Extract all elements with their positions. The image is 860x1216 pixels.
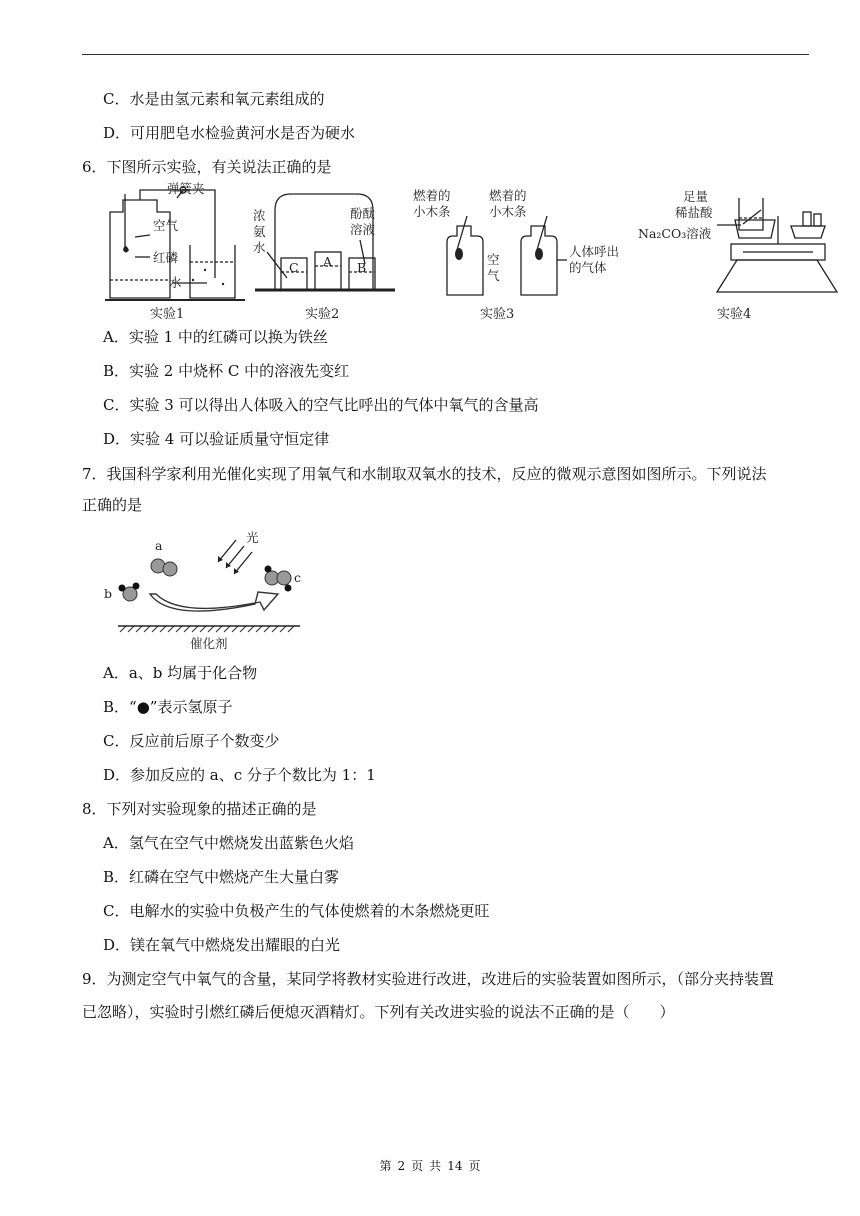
- exp2-beaker-c-label: C: [289, 260, 299, 275]
- header-rule: [82, 54, 809, 55]
- q9-stem-line2: 已忽略），实验时引燃红磷后便熄灭酒精灯。下列有关改进实验的说法不正确的是（ ）: [82, 1003, 675, 1021]
- exp2-beaker-a-label: A: [323, 254, 333, 269]
- footer-word-4: 页: [468, 1159, 481, 1173]
- exp1-air-label: 空气: [153, 218, 179, 233]
- exp3-stick1-1: 燃着的: [413, 188, 451, 203]
- exp1-beaker: [190, 245, 235, 298]
- exp3-jar-air: [447, 226, 483, 295]
- q7-figure: [100, 522, 310, 652]
- label-a: a: [155, 538, 163, 553]
- q7-option-a: A．a、b 均属于化合物: [103, 664, 258, 682]
- exp4-na2co3-label: Na₂CO₃溶液: [638, 226, 712, 241]
- exp3-stick2-1: 燃着的: [489, 188, 527, 203]
- q8-option-d: D．镁在氧气中燃烧发出耀眼的白光: [103, 936, 341, 954]
- label-b: b: [104, 586, 113, 601]
- exp1-red-p-label: 红磷: [153, 250, 179, 265]
- exp1-caption: 实验1: [150, 307, 185, 322]
- exp4-caption: 实验4: [717, 307, 752, 322]
- exp1-spring-clip-label: 弹簧夹: [167, 181, 205, 196]
- light-label: 光: [246, 530, 259, 545]
- q9-stem-line1: 9．为测定空气中氧气的含量，某同学将教材实验进行改进，改进后的实验装置如图所示，（部分夹持装置: [82, 970, 775, 988]
- q6-option-d: D．实验 4 可以验证质量守恒定律: [103, 430, 330, 448]
- exp3-air-1: 空: [487, 252, 500, 267]
- q6-figure: [95, 180, 845, 325]
- exp2-phenol-2: 溶液: [350, 222, 376, 237]
- exp3-exhaled-2: 的气体: [569, 260, 607, 275]
- q7-stem-line2: 正确的是: [82, 496, 143, 514]
- page-footer: [0, 1157, 860, 1174]
- exp3-jar-exhaled: [521, 226, 557, 295]
- exp3-caption: 实验3: [480, 307, 515, 322]
- q7-option-b: B．“●”表示氢原子: [103, 698, 233, 716]
- q7-stem-line1: 7．我国科学家利用光催化实现了用氧气和水制取双氧水的技术，反应的微观示意图如图所示。下列说法: [82, 465, 767, 483]
- footer-word-3: 共: [429, 1159, 442, 1173]
- q5-option-c: C．水是由氢元素和氧元素组成的: [103, 90, 325, 108]
- exp3-stick2-2: 小木条: [489, 204, 527, 219]
- exp2-ammonia-1: 浓: [253, 208, 266, 223]
- exp2-ammonia-3: 水: [253, 240, 266, 255]
- catalyst-label: 催化剂: [190, 636, 228, 651]
- q8-option-c: C．电解水的实验中负极产生的气体使燃着的木条燃烧更旺: [103, 902, 490, 920]
- q7-option-d: D．参加反应的 a、c 分子个数比为 1：1: [103, 766, 376, 784]
- exp1-water-label: 水: [169, 275, 182, 290]
- footer-word-2: 页: [411, 1159, 424, 1173]
- exp2-ammonia-2: 氨: [253, 224, 266, 239]
- q5-option-d: D．可用肥皂水检验黄河水是否为硬水: [103, 124, 356, 142]
- exp1-flask: [110, 200, 170, 298]
- label-c: c: [294, 570, 302, 585]
- footer-word-1: 第: [379, 1159, 392, 1173]
- q8-stem: 8．下列对实验现象的描述正确的是: [82, 800, 317, 818]
- exp3-stick1-2: 小木条: [413, 204, 451, 219]
- exp4-acid-2: 稀盐酸: [675, 205, 713, 220]
- q6-stem: 6．下图所示实验，有关说法正确的是: [82, 158, 332, 176]
- q8-option-a: A．氢气在空气中燃烧发出蓝紫色火焰: [103, 834, 354, 852]
- exp3-air-2: 气: [487, 268, 500, 283]
- q6-option-a: A．实验 1 中的红磷可以换为铁丝: [103, 328, 328, 346]
- exp2-caption: 实验2: [305, 307, 340, 322]
- q6-option-c: C．实验 3 可以得出人体吸入的空气比呼出的气体中氧气的含量高: [103, 396, 539, 414]
- q8-option-b: B．红磷在空气中燃烧产生大量白雾: [103, 868, 340, 886]
- exp4-balance: [717, 260, 837, 292]
- q7-option-c: C．反应前后原子个数变少: [103, 732, 280, 750]
- footer-page-number: 2: [397, 1159, 406, 1173]
- q6-option-b: B．实验 2 中烧杯 C 中的溶液先变红: [103, 362, 350, 380]
- exp4-acid-1: 足量: [683, 189, 709, 204]
- footer-total-pages: 14: [447, 1159, 463, 1173]
- exp2-phenol-1: 酚酞: [350, 206, 376, 221]
- exp3-exhaled-1: 人体呼出: [569, 244, 620, 259]
- exp2-beaker-b-label: B: [357, 260, 367, 275]
- reaction-arrow: [150, 592, 278, 611]
